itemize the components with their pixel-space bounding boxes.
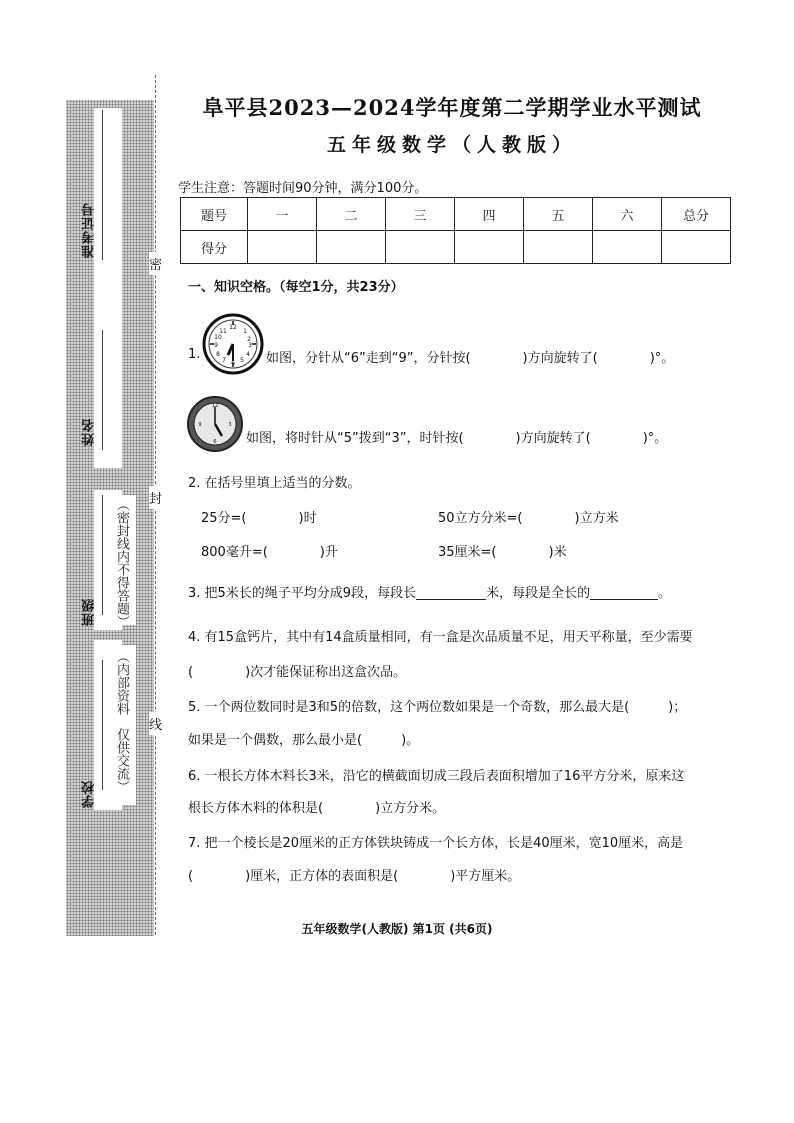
class-label: 班级 <box>82 598 97 626</box>
admission-underline <box>102 110 103 260</box>
q2-item-b: 50立方分米=( )立方米 <box>438 511 619 526</box>
clock-icon <box>202 313 264 375</box>
score-header-cell: 一 <box>248 198 317 231</box>
notice-text: 学生注意：答题时间90分钟，满分100分。 <box>178 181 428 196</box>
svg-text:3: 3 <box>228 422 232 428</box>
svg-text:6: 6 <box>231 360 235 367</box>
name-underline <box>102 330 103 450</box>
svg-text:3: 3 <box>248 342 252 349</box>
seal-char-xian: 线 <box>149 712 162 735</box>
svg-text:9: 9 <box>214 342 218 349</box>
clock-icon <box>186 395 244 453</box>
seal-char-mi: 密 <box>149 252 162 275</box>
q5-line2: 如果是一个偶数，那么最小是( )。 <box>188 733 420 748</box>
q5-line1: 5. 一个两位数同时是3和5的倍数，这个两位数如果是一个奇数，那么最大是( )； <box>188 700 687 715</box>
q4-line1: 4. 有15盒钙片，其中有14盒质量相同，有一盒是次品质量不足，用天平称量，至少需要 <box>188 630 693 645</box>
score-table <box>180 197 731 264</box>
binding-strip <box>66 100 154 936</box>
q7-line2: ( )厘米，正方体的表面积是( )平方厘米。 <box>188 869 521 884</box>
q2-text: 2. 在括号里填上适当的分数。 <box>188 476 361 491</box>
score-header-cell: 六 <box>593 198 662 231</box>
score-cell[interactable] <box>662 231 731 264</box>
svg-text:12: 12 <box>211 403 219 409</box>
score-header-cell: 题号 <box>181 198 248 231</box>
q3-blank-length[interactable] <box>416 587 486 600</box>
q1a-number: 1. <box>188 347 201 362</box>
score-header-cell: 三 <box>386 198 455 231</box>
q6-line2: 根长方体木料的体积是( )立方分米。 <box>188 801 446 816</box>
q2-item-c: 800毫升=( )升 <box>201 545 338 560</box>
score-header-cell: 总分 <box>662 198 731 231</box>
school-underline <box>102 660 103 790</box>
score-cell[interactable] <box>386 231 455 264</box>
q1a-text: 如图，分针从“6”走到“9”，分针按( )方向旋转了( )°。 <box>266 351 675 366</box>
q1b-text: 如图，将时针从“5”拨到“3”，时针按( )方向旋转了( )°。 <box>246 431 668 446</box>
no-answer-note: （密封线内不得答题） <box>114 498 129 628</box>
q4-line2: ( )次才能保证称出这盒次品。 <box>188 665 407 680</box>
svg-text:8: 8 <box>216 351 220 358</box>
q6-line1: 6. 一根长方体木料长3米，沿它的横截面切成三段后表面积增加了16平方分米，原来这 <box>188 769 685 784</box>
q3-part1: 3. 把5米长的绳子平均分成9段，每段长 <box>188 586 417 601</box>
school-label: 学校 <box>82 780 97 808</box>
score-row-label: 得分 <box>181 231 248 264</box>
seal-char-feng: 封 <box>149 486 162 509</box>
q3-part3: 。 <box>658 586 672 601</box>
score-cell[interactable] <box>455 231 524 264</box>
svg-text:6: 6 <box>213 439 217 445</box>
score-table-header-row <box>181 198 731 231</box>
svg-text:10: 10 <box>214 334 222 341</box>
page-subtitle: 五年级数学（人教版） <box>326 134 577 156</box>
q3-blank-fraction[interactable] <box>590 587 658 600</box>
score-cell[interactable] <box>593 231 662 264</box>
score-table-score-row <box>181 231 731 264</box>
svg-text:7: 7 <box>222 357 226 364</box>
svg-text:12: 12 <box>229 324 237 331</box>
q2-item-d: 35厘米=( )米 <box>438 545 567 560</box>
admission-label: 准考证号 <box>82 202 97 258</box>
svg-text:9: 9 <box>198 422 202 428</box>
name-label: 姓名 <box>82 418 97 446</box>
score-cell[interactable] <box>248 231 317 264</box>
score-cell[interactable] <box>317 231 386 264</box>
score-cell[interactable] <box>524 231 593 264</box>
q3-part2: 米，每段是全长的 <box>486 586 591 601</box>
section-1-title: 一、知识空格。（每空1分，共23分） <box>188 280 404 295</box>
q2-item-a: 25分=( )时 <box>201 511 317 526</box>
svg-text:1: 1 <box>243 328 247 335</box>
class-underline <box>102 495 103 615</box>
internal-note: （内部资料 仅供交流） <box>114 650 129 793</box>
svg-text:2: 2 <box>247 336 251 343</box>
q7-line1: 7. 把一个棱长是20厘米的正方体铁块铸成一个长方体，长是40厘米，宽10厘米，高是 <box>188 836 684 851</box>
score-header-cell: 四 <box>455 198 524 231</box>
q3-line <box>188 582 671 601</box>
svg-text:11: 11 <box>219 328 227 335</box>
field-admission-area <box>94 108 122 468</box>
page-footer: 五年级数学(人教版) 第1页 (共6页) <box>301 922 493 936</box>
score-header-cell: 五 <box>524 198 593 231</box>
page-title: 阜平县2023—2024学年度第二学期学业水平测试 <box>202 95 702 120</box>
svg-text:5: 5 <box>240 357 244 364</box>
score-header-cell: 二 <box>317 198 386 231</box>
svg-text:4: 4 <box>246 351 250 358</box>
